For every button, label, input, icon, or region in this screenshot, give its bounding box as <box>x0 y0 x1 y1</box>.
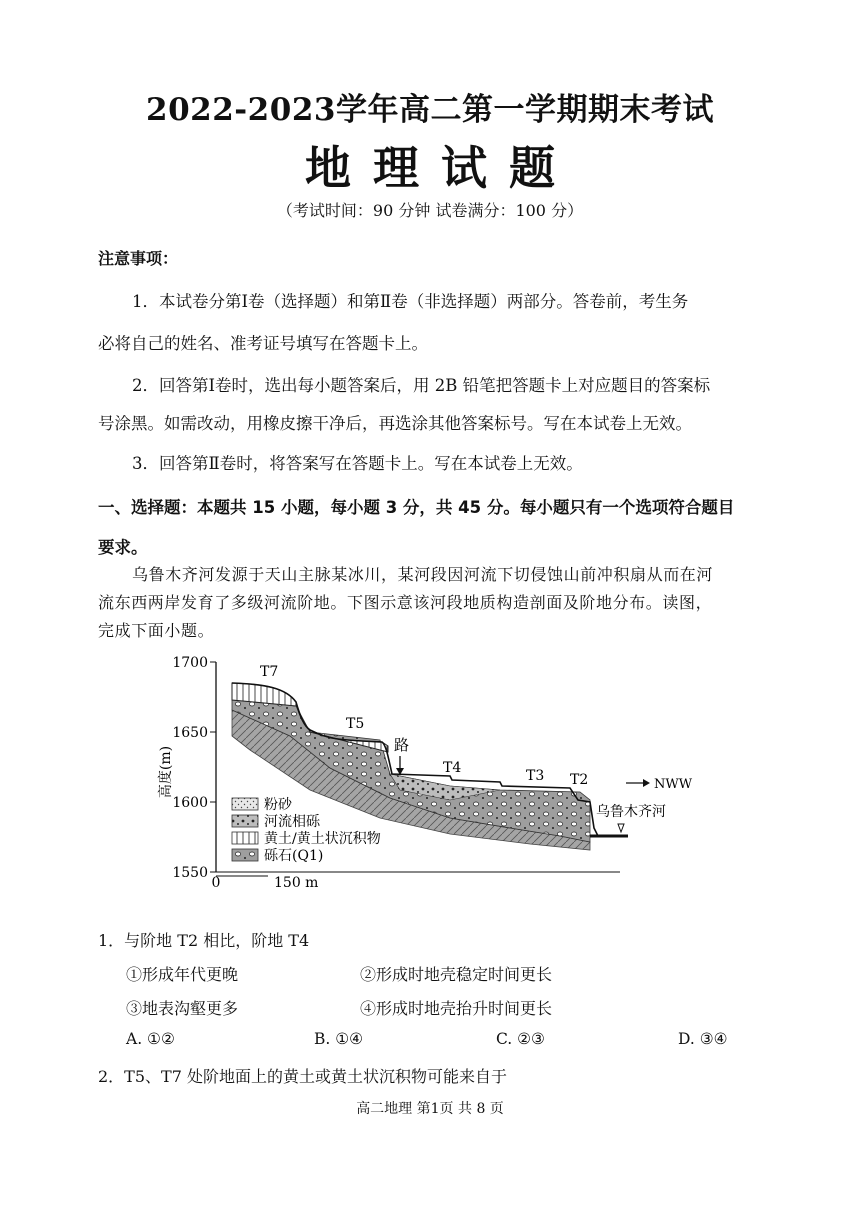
exam-duration-info: （考试时间：90 分钟 试卷满分：100 分） <box>276 201 584 220</box>
passage-line: 乌鲁木齐河发源于天山主脉某冰川，某河段因河流下切侵蚀山前冲积扇从而在河 <box>132 565 714 584</box>
legend-item-fluvial-gravel: 河流相砾 <box>264 814 320 830</box>
answer-option-a[interactable]: A. ①② <box>126 1030 175 1048</box>
question-stem: 2．T5、T7 处阶地面上的黄土或黄土状沉积物可能来自于 <box>98 1067 507 1086</box>
terrace-label-t7: T7 <box>260 664 279 680</box>
legend-item-loess: 黄土/黄土状沉积物 <box>264 831 381 847</box>
terrace-label-t2: T2 <box>570 772 589 788</box>
legend-item-silt: 粉砂 <box>264 797 292 813</box>
terrace-profile-figure <box>150 650 710 890</box>
answer-option-d[interactable]: D. ③④ <box>678 1030 728 1048</box>
notice-line: 必将自己的姓名、准考证号填写在答题卡上。 <box>98 334 428 353</box>
notice-line: 2．回答第Ⅰ卷时，选出每小题答案后，用 2B 铅笔把答题卡上对应题目的答案标 <box>132 376 711 395</box>
road-label: 路 <box>394 736 410 754</box>
direction-label: NWW <box>654 777 693 792</box>
answer-option-c[interactable]: C. ②③ <box>496 1030 545 1048</box>
exam-title: 2022-2023学年高二第一学期期末考试 <box>146 92 714 128</box>
y-axis-label: 高度(m) <box>158 745 174 799</box>
river-label: 乌鲁木齐河 <box>596 804 666 820</box>
subject-title: 地理试题 <box>305 141 577 195</box>
section-heading: 要求。 <box>98 538 148 557</box>
page-footer: 高二地理 第1页 共 8 页 <box>356 1101 504 1117</box>
question-stem: 1．与阶地 T2 相比，阶地 T4 <box>98 931 310 950</box>
question-statement: ④形成时地壳抬升时间更长 <box>360 999 553 1018</box>
question-statement: ①形成年代更晚 <box>126 965 239 984</box>
terrace-label-t5: T5 <box>346 716 365 732</box>
y-tick-label: 1700 <box>172 655 208 671</box>
section-heading: 一、选择题：本题共 15 小题，每小题 3 分，共 45 分。每小题只有一个选项符合题目 <box>98 498 735 517</box>
y-tick-label: 1550 <box>172 865 208 881</box>
notice-line: 3．回答第Ⅱ卷时，将答案写在答题卡上。写在本试卷上无效。 <box>132 454 583 473</box>
y-tick-label: 1600 <box>172 795 208 811</box>
legend-item-gravel-q1: 砾石(Q1) <box>264 848 324 864</box>
terrace-label-t4: T4 <box>443 760 462 776</box>
notice-line: 号涂黑。如需改动，用橡皮擦干净后，再选涂其他答案标号。写在本试卷上无效。 <box>98 414 692 433</box>
question-statement: ③地表沟壑更多 <box>126 999 239 1018</box>
scale-label: 150 m <box>274 875 319 890</box>
notice-heading: 注意事项： <box>98 249 179 268</box>
answer-option-b[interactable]: B. ①④ <box>314 1030 364 1048</box>
passage-line: 完成下面小题。 <box>98 621 215 640</box>
x-origin-label: 0 <box>211 875 221 890</box>
y-tick-label: 1650 <box>172 725 208 741</box>
terrace-label-t3: T3 <box>526 768 545 784</box>
notice-line: 1．本试卷分第Ⅰ卷（选择题）和第Ⅱ卷（非选择题）两部分。答卷前，考生务 <box>132 292 689 311</box>
question-statement: ②形成时地壳稳定时间更长 <box>360 965 553 984</box>
passage-line: 流东西两岸发育了多级河流阶地。下图示意该河段地质构造剖面及阶地分布。读图， <box>98 593 713 612</box>
